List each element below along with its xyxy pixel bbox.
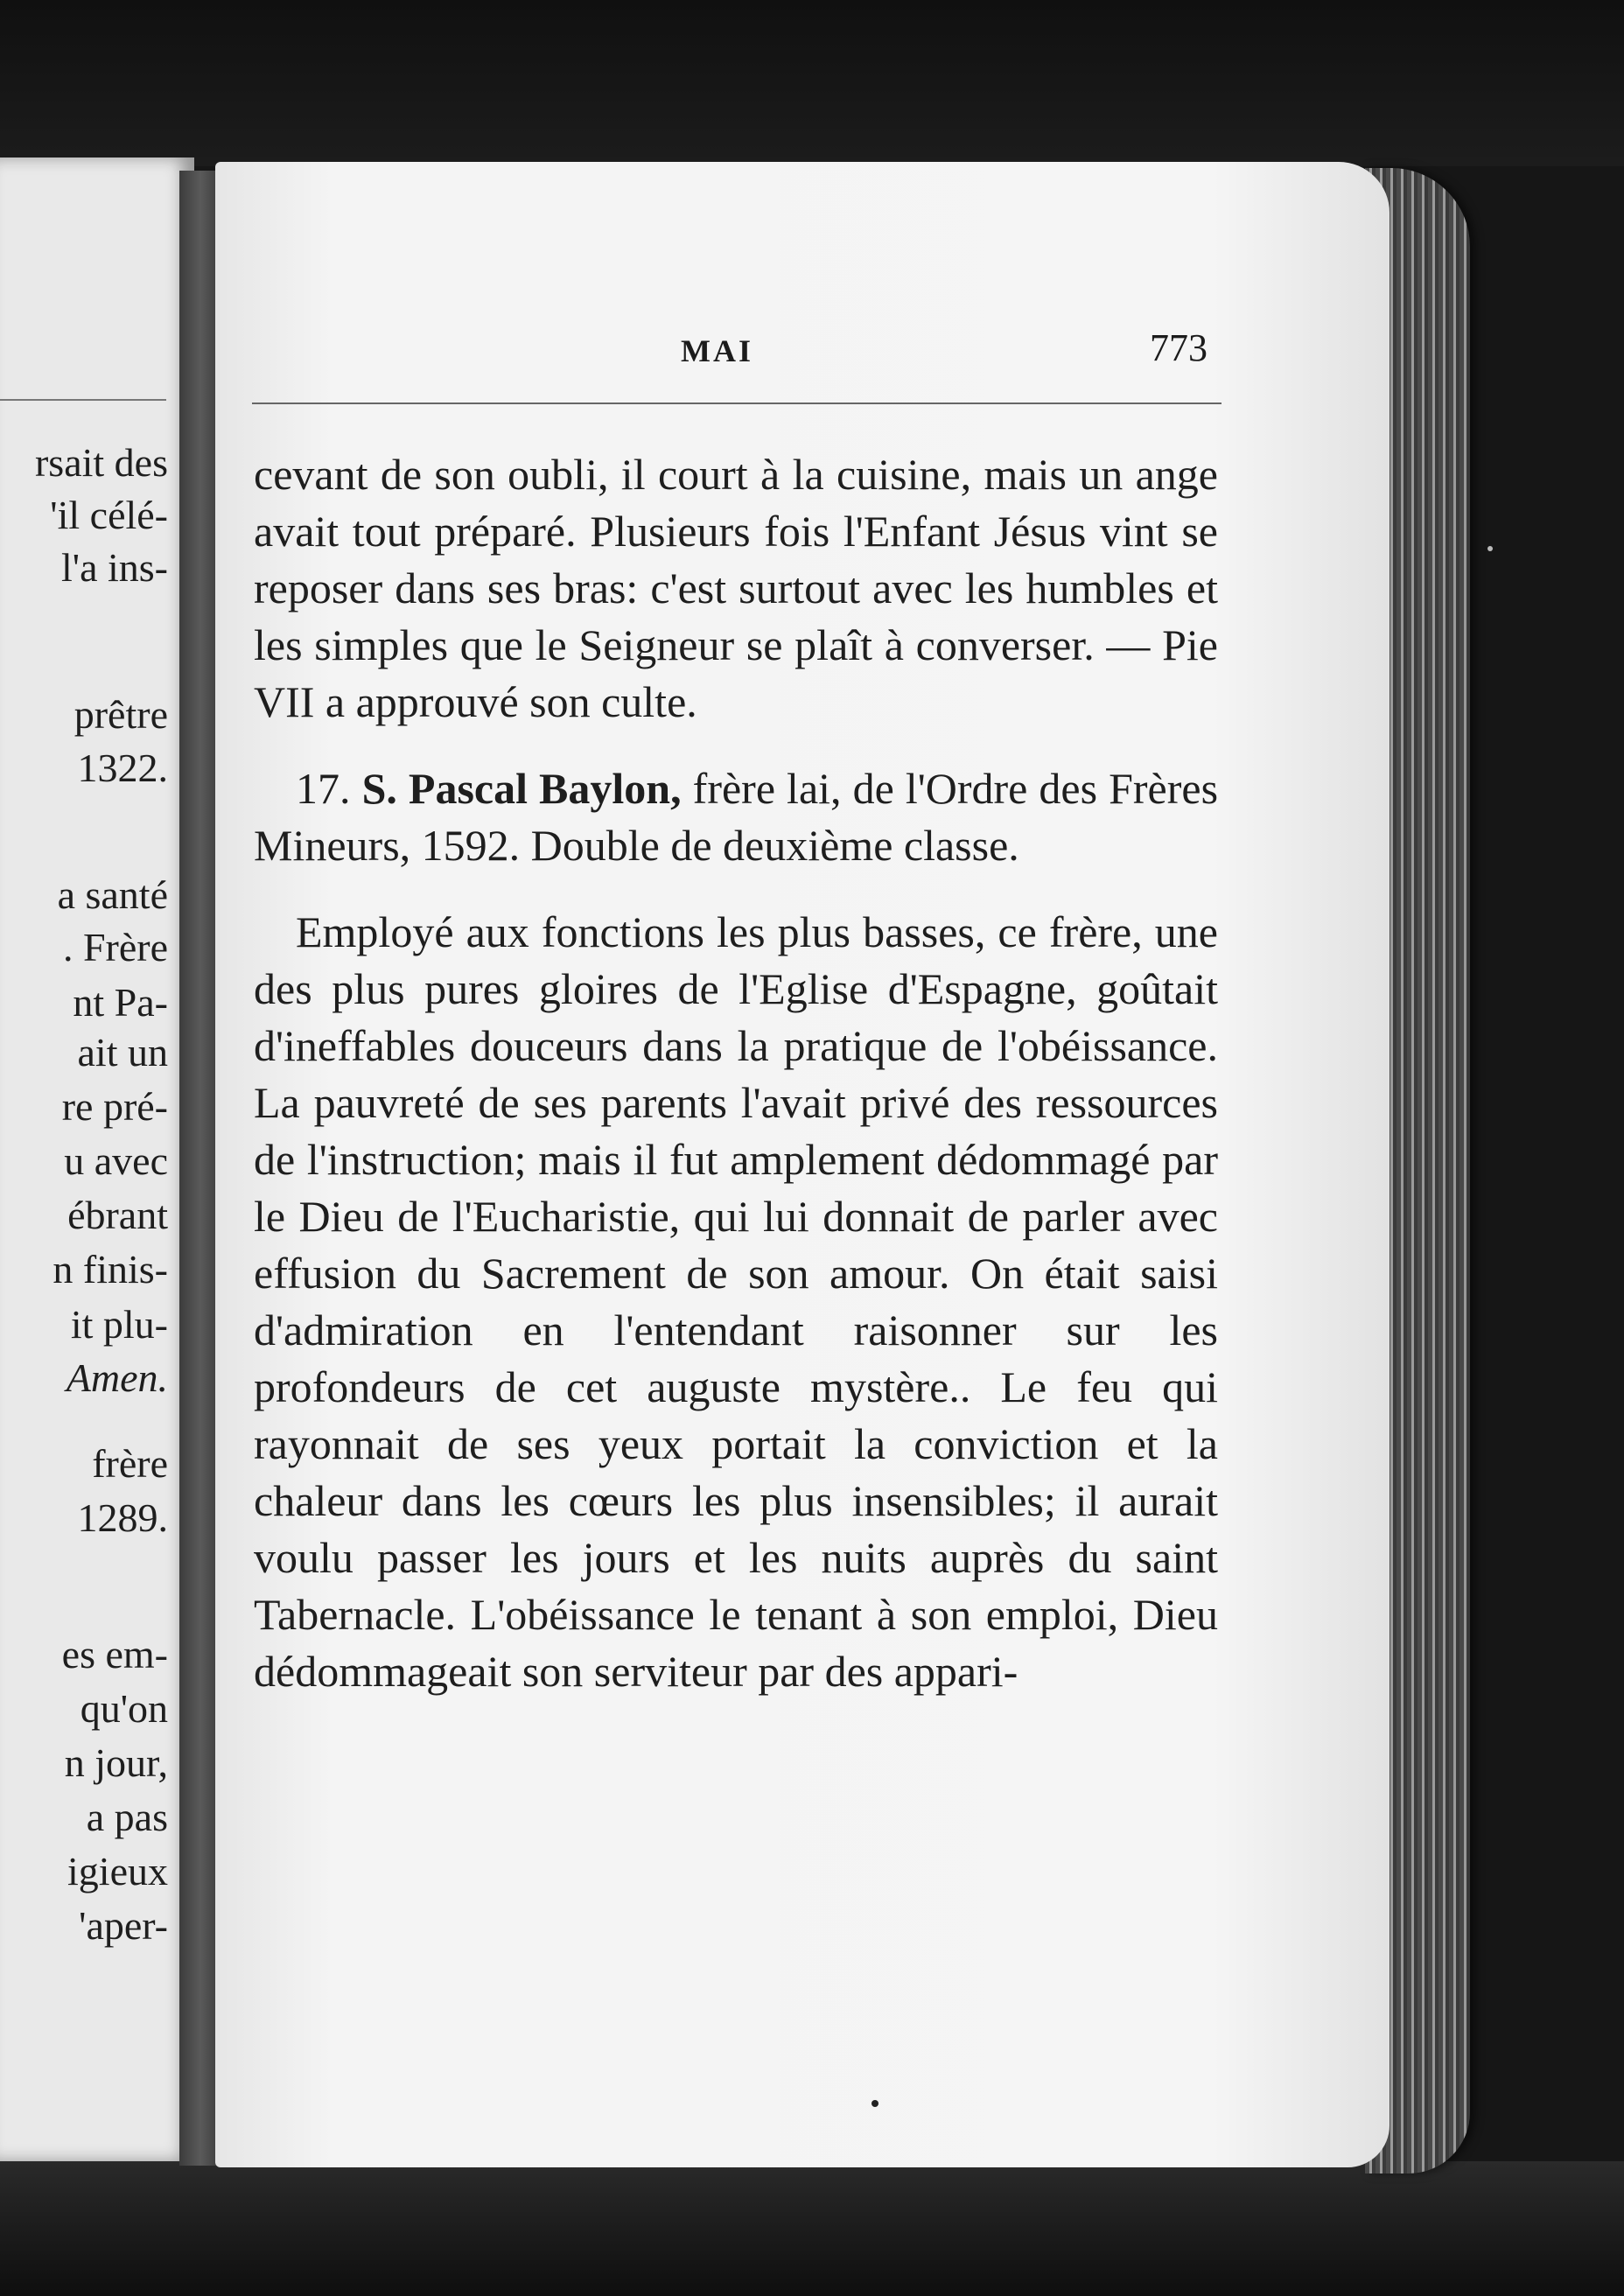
left-page (0, 158, 194, 2161)
left-line: es em- (61, 1632, 168, 1676)
left-line: n jour, (64, 1740, 168, 1785)
saint-name: S. Pascal Baylon, (361, 764, 682, 813)
left-line: Amen. (66, 1355, 168, 1400)
left-line: rsait des (34, 440, 168, 485)
left-line: 'aper- (79, 1903, 168, 1948)
left-line: l'a ins- (61, 545, 168, 590)
left-line: ébrant (67, 1193, 168, 1237)
paragraph-biography: Employé aux fonctions les plus basses, ce frère, une des plus pures gloires de l'Eglise d'Espagne, goûtait d'ineffables douceurs dans la pratique de l'obéissance. La pauvreté de ses parents l'avait privé des ressources de l'instruction; mais il fut amplement dédommagé par le Dieu de l'Eucharistie, qui lui donnait de parler avec effusion du Sacrement de son amour. On était saisi d'admiration en l'entendant raisonner sur les profondeurs de cet auguste mystère.. Le feu qui rayonnait de ses yeux portait la conviction et la chaleur dans les cœurs les plus insensibles; il aurait voulu passer les jours et les nuits auprès du saint Tabernacle. L'obéissance le tenant à son emploi, Dieu dédommageait son serviteur par des appari- (254, 907, 1218, 1696)
left-line: frère (92, 1441, 168, 1486)
left-line: 'il célé- (50, 493, 168, 537)
left-header-rule (0, 399, 166, 401)
background-bottom (0, 2161, 1624, 2296)
page-body (254, 446, 1218, 1700)
feast-heading (254, 760, 1218, 874)
left-line: 1322. (77, 746, 168, 790)
left-line: re pré- (61, 1084, 168, 1129)
feast-number: 17. (296, 764, 351, 813)
running-head: MAI (681, 333, 753, 368)
background-top (0, 0, 1624, 166)
left-line: a santé (57, 872, 168, 917)
feast-description: frère lai, de l'Ordre des Frères Mineurs, 1592. Double de deuxième classe. (254, 764, 1219, 870)
left-line: a pas (86, 1795, 168, 1839)
ink-speck (872, 2100, 878, 2107)
left-line: u avec (64, 1138, 168, 1183)
dust-speck (1488, 546, 1493, 551)
left-line: n finis- (52, 1247, 168, 1292)
left-line: ait un (77, 1030, 168, 1074)
left-line: 1289. (77, 1495, 168, 1540)
left-line: nt Pa- (73, 980, 168, 1025)
left-line: it plu- (70, 1302, 168, 1347)
page-number: 773 (1150, 326, 1208, 369)
left-line: prêtre (74, 692, 168, 737)
paragraph-continuation: cevant de son oubli, il court à la cuisine, mais un ange avait tout préparé. Plusieurs fois l'Enfant Jésus vint se reposer dans ses bras: c'est surtout avec les humbles et les simples que le Seigneur se plaît à converser. — Pie VII a approuvé son culte. (254, 450, 1218, 726)
left-line: . Frère (62, 925, 168, 970)
header-rule (252, 402, 1222, 404)
left-line: qu'on (80, 1686, 168, 1731)
left-line: igieux (67, 1849, 168, 1894)
